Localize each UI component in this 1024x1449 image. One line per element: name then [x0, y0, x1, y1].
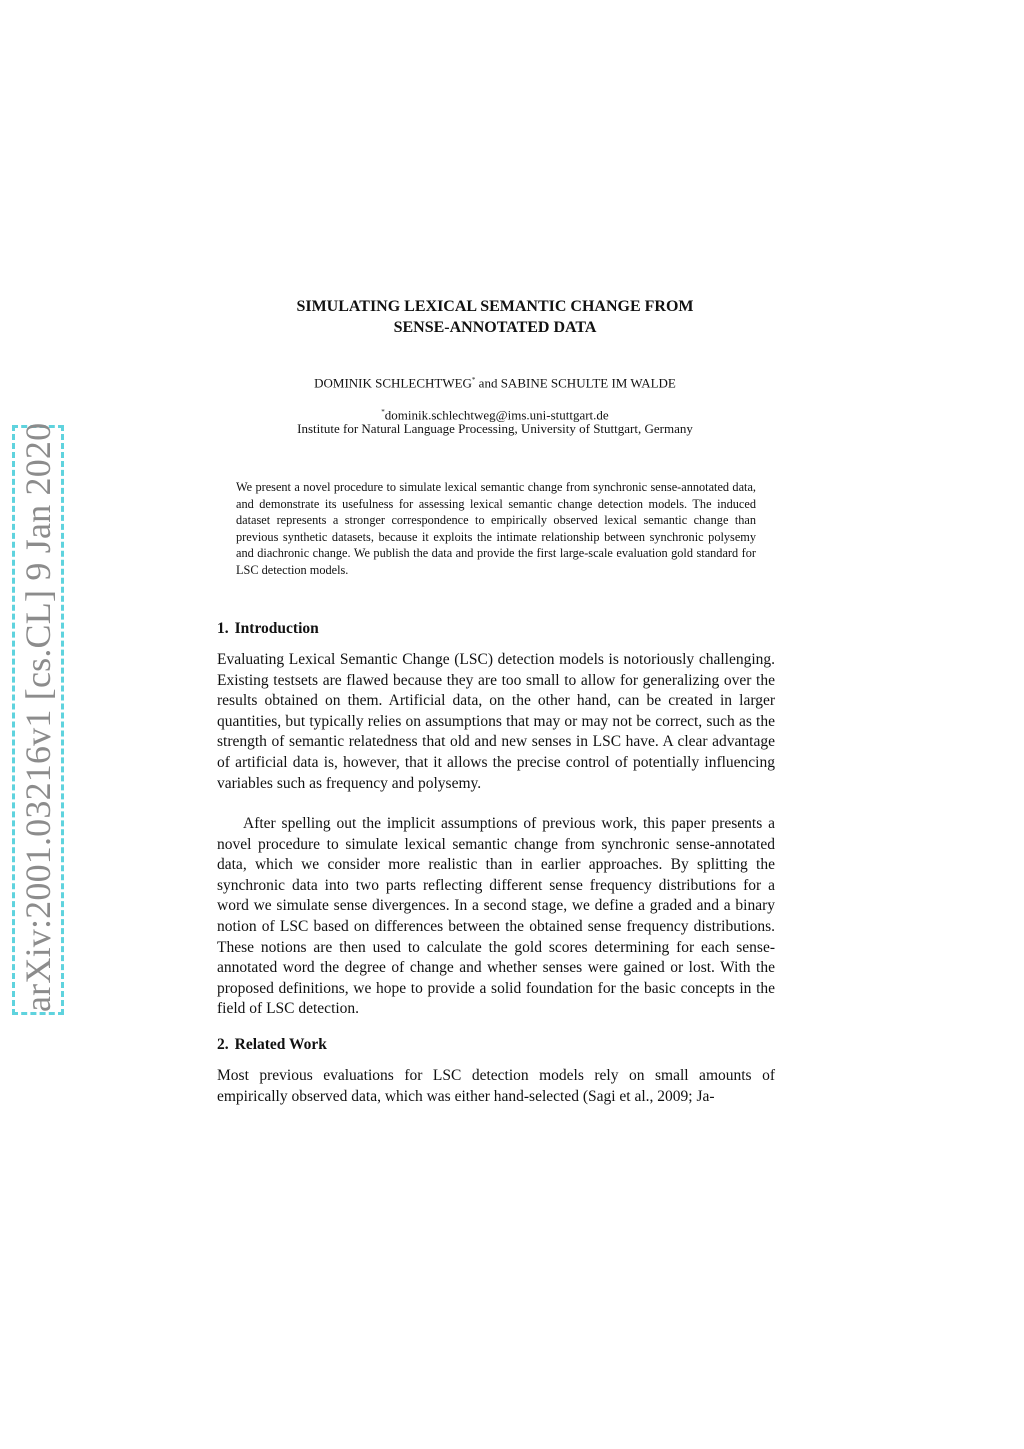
title-line-2: SENSE-ANNOTATED DATA — [393, 319, 597, 336]
email-address: dominik.schlechtweg@ims.uni-stuttgart.de — [384, 407, 609, 423]
author-1: DOMINIK SCHLECHTWEG — [314, 375, 472, 391]
section-heading-introduction — [217, 619, 319, 639]
section-title: Related Work — [234, 1036, 327, 1053]
abstract: We present a novel procedure to simulate lexical semantic change from synchronic sense-annotated data, and demonstrate its usefulness for assessing lexical semantic change detection models. The induced dataset represents a stronger correspondence to empirically observed lexical semantic change than previous synthetic datasets, because it exploits the intimate relationship between synchronic polysemy and diachronic change. We publish the data and provide the first large-scale evaluation gold standard for LSC detection models. — [236, 480, 756, 577]
section-number: 1. — [217, 620, 229, 637]
introduction-paragraph-1: Evaluating Lexical Semantic Change (LSC) detection models is notoriously challenging. Existing testsets are flawed because they are too small to allow for generalizing over the results obtained on them. Artificial data, on the other hand, can be created in larger quantities, but typically relies on assumptions that may or may not be correct, such as the strength of semantic relatedness that old and new senses in LSC have. A clear advantage of artificial data is, however, that it allows the precise control of potentially influencing variables such as frequency and polysemy. — [217, 651, 775, 792]
author-list — [180, 372, 810, 391]
title-line-1: SIMULATING LEXICAL SEMANTIC CHANGE FROM — [296, 298, 694, 315]
related-work-paragraph-1: Most previous evaluations for LSC detection models rely on small amounts of empirically observed data, which was either hand-selected (Sagi et al., 2009; Ja- — [217, 1067, 775, 1105]
paper-title — [180, 296, 810, 338]
section-heading-related-work — [217, 1035, 327, 1055]
arxiv-identifier: arXiv:2001.03216v1 [cs.CL] 9 Jan 2020 — [12, 425, 64, 1015]
author-conjunction: and — [478, 375, 498, 391]
affiliation: Institute for Natural Language Processing, University of Stuttgart, Germany — [297, 421, 693, 436]
section-title: Introduction — [234, 620, 319, 637]
introduction-paragraph-2: After spelling out the implicit assumptions of previous work, this paper presents a novel procedure to simulate lexical semantic change from synchronic sense-annotated data, which we consider more realistic than in earlier approaches. By splitting the synchronic data into two parts reflecting different sense frequency distributions for a word we simulate sense divergences. In a second stage, we define a graded and a binary notion of LSC based on differences between the obtained sense frequency distributions. These notions are then used to calculate the gold scores determining for each sense-annotated word the degree of change and whether senses were gained or lost. With the proposed definitions, we hope to provide a solid foundation for the basic concepts in the field of LSC detection. — [217, 815, 775, 1018]
section-number: 2. — [217, 1036, 229, 1053]
email-marker: * — [381, 408, 385, 416]
author-marker: * — [471, 376, 476, 384]
author-2: SABINE SCHULTE IM WALDE — [500, 375, 676, 391]
